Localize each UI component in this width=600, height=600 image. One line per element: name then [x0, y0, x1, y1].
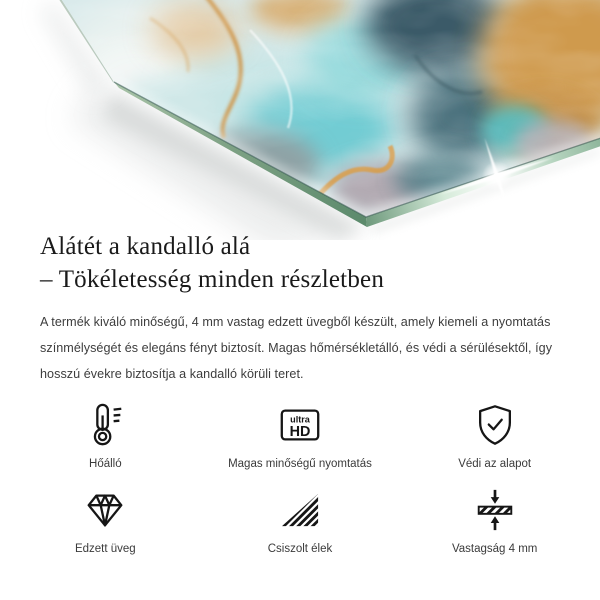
feature-thickness	[397, 487, 592, 556]
title-line-1: Alátét a kandalló alá	[40, 233, 251, 260]
feature-label: Magas minőségű nyomtatás	[228, 458, 372, 470]
feature-grid	[8, 402, 592, 556]
feature-label: Védi az alapot	[458, 458, 532, 470]
shield-check-icon	[472, 402, 518, 448]
title-line-2: – Tökéletesség minden részletben	[40, 266, 385, 293]
feature-label: Edzett üveg	[74, 543, 136, 555]
ultra-hd-text-top: ultra	[290, 414, 310, 425]
feature-print-quality	[203, 402, 398, 471]
thickness-icon	[472, 487, 518, 533]
product-description: A termék kiváló minőségű, 4 mm vastag edzett üvegből készült, amely kiemeli a nyomtatás színmélységét és elegáns fényt biztosít. Magas hőmérsékletálló, és védi a sérülésektől, így hosszú évekre biztosítja a kandalló körüli teret.	[40, 315, 553, 381]
feature-tempered-glass	[8, 487, 203, 556]
diamond-icon	[82, 487, 128, 533]
feature-protects-base	[397, 402, 592, 471]
feature-label: Vastagság 4 mm	[451, 543, 538, 555]
feature-label: Csiszolt élek	[267, 543, 333, 555]
product-image	[0, 0, 600, 240]
feature-heat-resistant	[8, 402, 203, 471]
ultra-hd-text-bottom: HD	[289, 424, 311, 441]
thermometer-icon	[82, 402, 128, 448]
feature-polished-edges	[203, 487, 398, 556]
page-title	[40, 230, 562, 296]
polished-edges-icon	[277, 487, 323, 533]
ultra-hd-icon	[277, 402, 323, 448]
feature-label: Hőálló	[89, 458, 122, 470]
